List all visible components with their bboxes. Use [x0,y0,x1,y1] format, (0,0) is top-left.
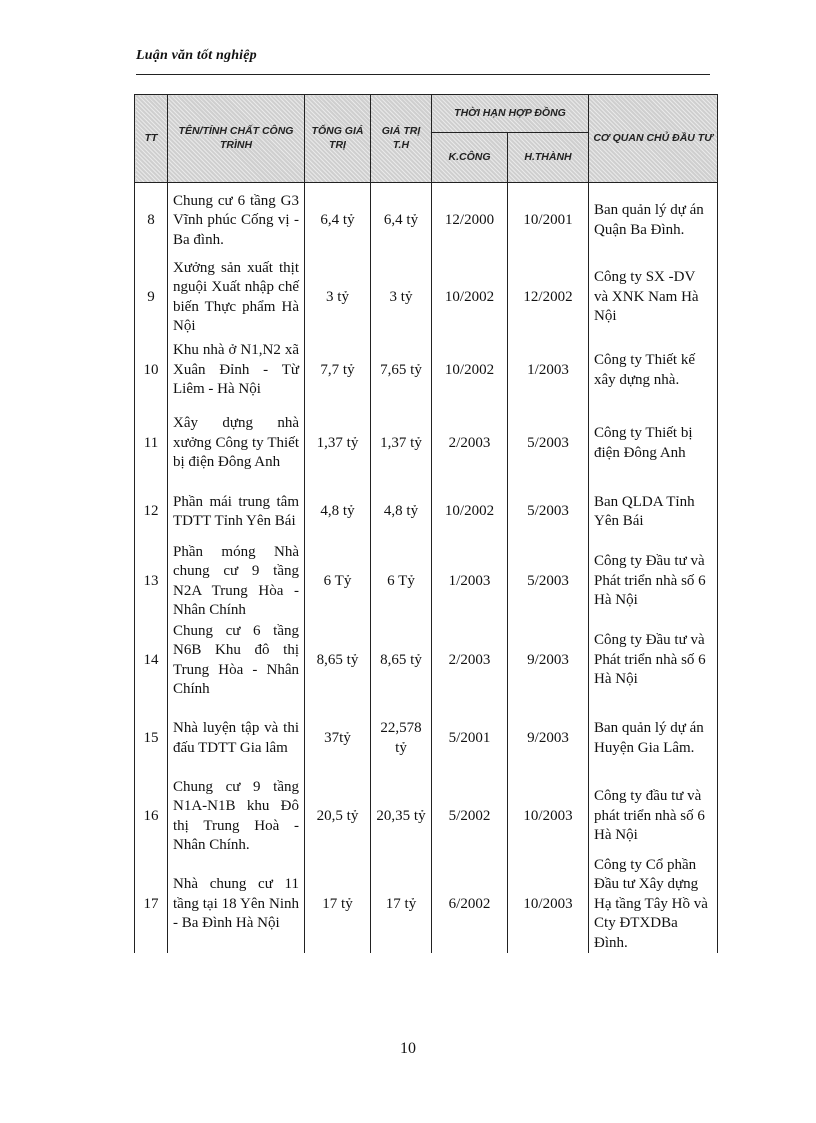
owner: Công ty Đầu tư và Phát triển nhà số 6 Hà Nội [589,622,718,700]
executed-value: 1,37 tỷ [371,405,432,483]
header-value-th: GIÁ TRỊ T.H [371,95,432,183]
executed-value: 4,8 tỷ [371,483,432,542]
row-number: 17 [135,856,168,954]
start-date: 6/2002 [432,856,508,954]
executed-value: 3 tỷ [371,259,432,337]
table-row [135,856,718,954]
start-date: 1/2003 [432,542,508,622]
owner: Công ty SX -DV và XNK Nam Hà Nội [589,259,718,337]
total-value: 17 tỷ [305,856,371,954]
project-name: Nhà chung cư 11 tầng tại 18 Yên Ninh - Ba Đình Hà Nội [168,856,305,954]
table-row [135,778,718,856]
total-value: 3 tỷ [305,259,371,337]
start-date: 5/2002 [432,778,508,856]
total-value: 7,7 tỷ [305,337,371,405]
owner: Công ty Cổ phần Đầu tư Xây dựng Hạ tầng Tây Hồ và Cty ĐTXDBa Đình. [589,856,718,954]
row-number: 11 [135,405,168,483]
start-date: 2/2003 [432,622,508,700]
finish-date: 5/2003 [508,542,589,622]
start-date: 10/2002 [432,483,508,542]
total-value: 1,37 tỷ [305,405,371,483]
table-row [135,622,718,700]
executed-value: 22,578 tỷ [371,700,432,778]
row-number: 16 [135,778,168,856]
projects-table [134,94,718,953]
total-value: 20,5 tỷ [305,778,371,856]
table-row [135,183,718,259]
header-contract-period: THỜI HẠN HỢP ĐỒNG [432,95,589,133]
project-name: Xưởng sản xuất thịt nguội Xuất nhập chế biến Thực phẩm Hà Nội [168,259,305,337]
total-value: 6,4 tỷ [305,183,371,259]
executed-value: 6,4 tỷ [371,183,432,259]
executed-value: 7,65 tỷ [371,337,432,405]
table-row [135,405,718,483]
finish-date: 9/2003 [508,622,589,700]
project-name: Phần móng Nhà chung cư 9 tầng N2A Trung Hòa - Nhân Chính [168,542,305,622]
owner: Công ty Thiết kế xây dựng nhà. [589,337,718,405]
header-total-value: TỔNG GIÁ TRỊ [305,95,371,183]
executed-value: 6 Tỷ [371,542,432,622]
row-number: 8 [135,183,168,259]
row-number: 13 [135,542,168,622]
total-value: 4,8 tỷ [305,483,371,542]
finish-date: 5/2003 [508,405,589,483]
project-name: Chung cư 6 tầng G3 Vĩnh phúc Cống vị - Ba đình. [168,183,305,259]
header-name: TÊN/TÍNH CHẤT CÔNG TRÌNH [168,95,305,183]
finish-date: 12/2002 [508,259,589,337]
owner: Công ty đầu tư và phát triển nhà số 6 Hà Nội [589,778,718,856]
header-owner: CƠ QUAN CHỦ ĐẦU TƯ [589,95,718,183]
finish-date: 10/2003 [508,856,589,954]
owner: Ban quản lý dự án Huyện Gia Lâm. [589,700,718,778]
owner: Ban quản lý dự án Quận Ba Đình. [589,183,718,259]
table-row [135,483,718,542]
owner: Ban QLDA Tỉnh Yên Bái [589,483,718,542]
start-date: 12/2000 [432,183,508,259]
page-number: 10 [400,1040,416,1057]
table-row [135,259,718,337]
executed-value: 17 tỷ [371,856,432,954]
start-date: 5/2001 [432,700,508,778]
finish-date: 10/2001 [508,183,589,259]
row-number: 9 [135,259,168,337]
table-row [135,700,718,778]
owner: Công ty Thiết bị điện Đông Anh [589,405,718,483]
total-value: 37tỷ [305,700,371,778]
executed-value: 8,65 tỷ [371,622,432,700]
project-name: Xây dựng nhà xưởng Công ty Thiết bị điện Đông Anh [168,405,305,483]
finish-date: 9/2003 [508,700,589,778]
row-number: 15 [135,700,168,778]
finish-date: 1/2003 [508,337,589,405]
start-date: 10/2002 [432,337,508,405]
finish-date: 10/2003 [508,778,589,856]
project-name: Khu nhà ở N1,N2 xã Xuân Đỉnh - Từ Liêm - Hà Nội [168,337,305,405]
total-value: 8,65 tỷ [305,622,371,700]
total-value: 6 Tỷ [305,542,371,622]
running-header: Luận văn tốt nghiệp [136,48,257,63]
header-start: K.CÔNG [432,133,508,183]
header-tt: TT [135,95,168,183]
finish-date: 5/2003 [508,483,589,542]
header-rule [136,74,710,75]
executed-value: 20,35 tỷ [371,778,432,856]
start-date: 10/2002 [432,259,508,337]
project-name: Chung cư 6 tầng N6B Khu đô thị Trung Hòa - Nhân Chính [168,622,305,700]
header-finish: H.THÀNH [508,133,589,183]
start-date: 2/2003 [432,405,508,483]
table-row [135,542,718,622]
row-number: 12 [135,483,168,542]
owner: Công ty Đầu tư và Phát triển nhà số 6 Hà Nội [589,542,718,622]
table-row [135,337,718,405]
project-name: Chung cư 9 tầng N1A-N1B khu Đô thị Trung Hoà - Nhân Chính. [168,778,305,856]
row-number: 14 [135,622,168,700]
project-name: Nhà luyện tập và thi đấu TDTT Gia lâm [168,700,305,778]
row-number: 10 [135,337,168,405]
project-name: Phần mái trung tâm TDTT Tỉnh Yên Bái [168,483,305,542]
